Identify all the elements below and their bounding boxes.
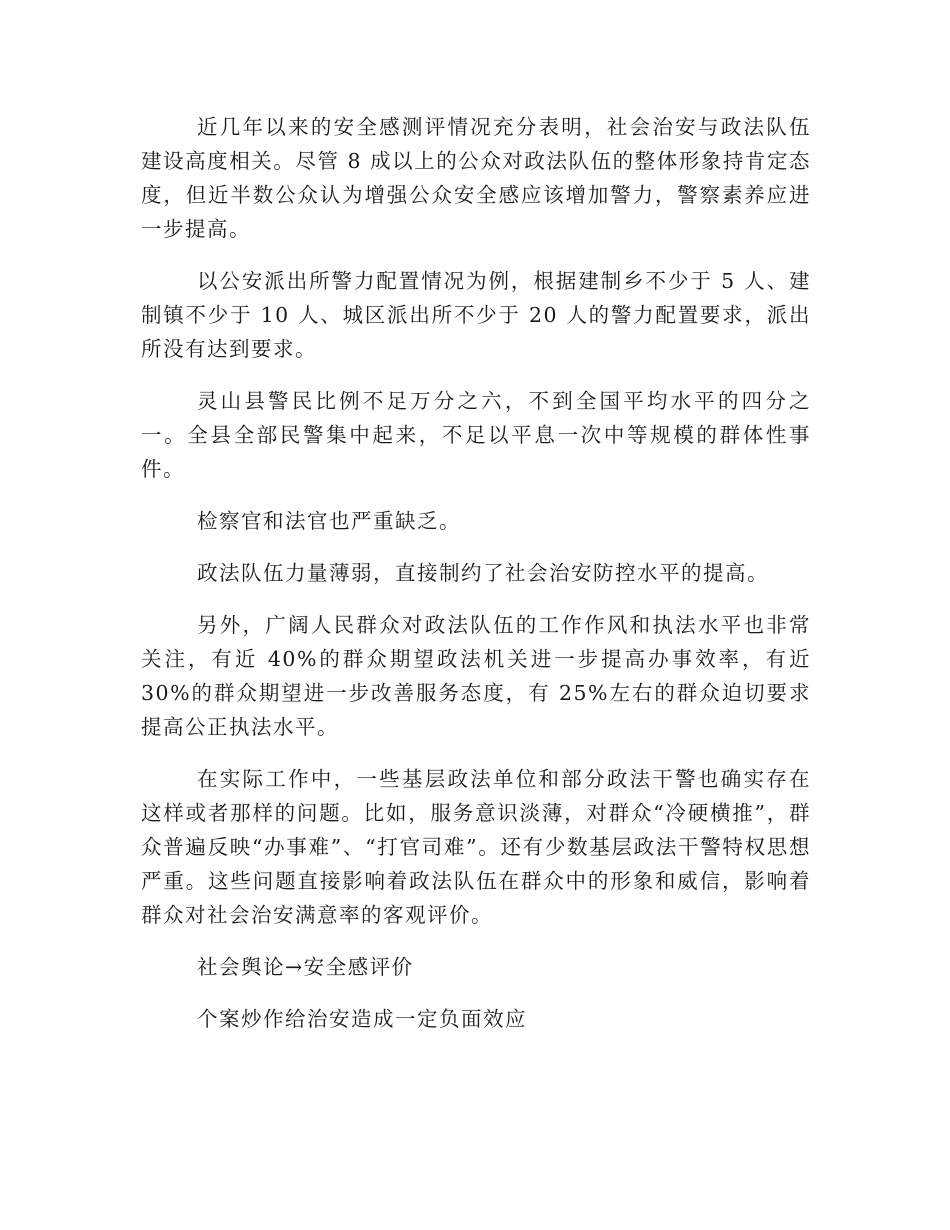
section-heading-2: 个案炒作给治安造成一定负面效应 — [197, 1007, 527, 1031]
paragraph-3: 灵山县警民比例不足万分之六，不到全国平均水平的四分之一。全县全部民警集中起来，不足以平息一次中等规模的群体性事件。 — [141, 389, 811, 481]
paragraph-6: 另外，广阔人民群众对政法队伍的工作作风和执法水平也非常关注，有近 40%的群众期望政法机关进一步提高办事效率，有近 30%的群众期望进一步改善服务态度，有 25%左右的群众迫切要求提高公正执法水平。 — [141, 613, 811, 739]
paragraph-5: 政法队伍力量薄弱，直接制约了社会治安防控水平的提高。 — [197, 561, 769, 585]
paragraph-2: 以公安派出所警力配置情况为例，根据建制乡不少于 5 人、建制镇不少于 10 人、城区派出所不少于 20 人的警力配置要求，派出所没有达到要求。 — [141, 269, 811, 361]
document-body — [141, 110, 811, 1054]
paragraph-4: 检察官和法官也严重缺乏。 — [197, 509, 461, 533]
section-heading-1: 社会舆论→安全感评价 — [197, 955, 414, 979]
paragraph-1: 近几年以来的安全感测评情况充分表明，社会治安与政法队伍建设高度相关。尽管 8 成以上的公众对政法队伍的整体形象持肯定态度，但近半数公众认为增强公众安全感应该增加警力，警察素养应进一步提高。 — [141, 115, 811, 241]
paragraph-7: 在实际工作中，一些基层政法单位和部分政法干警也确实存在这样或者那样的问题。比如，服务意识淡薄，对群众“冷硬横推”，群众普遍反映“办事难”、“打官司难”。还有少数基层政法干警特权思想严重。这些问题直接影响着政法队伍在群众中的形象和威信，影响着群众对社会治安满意率的客观评价。 — [141, 767, 811, 927]
